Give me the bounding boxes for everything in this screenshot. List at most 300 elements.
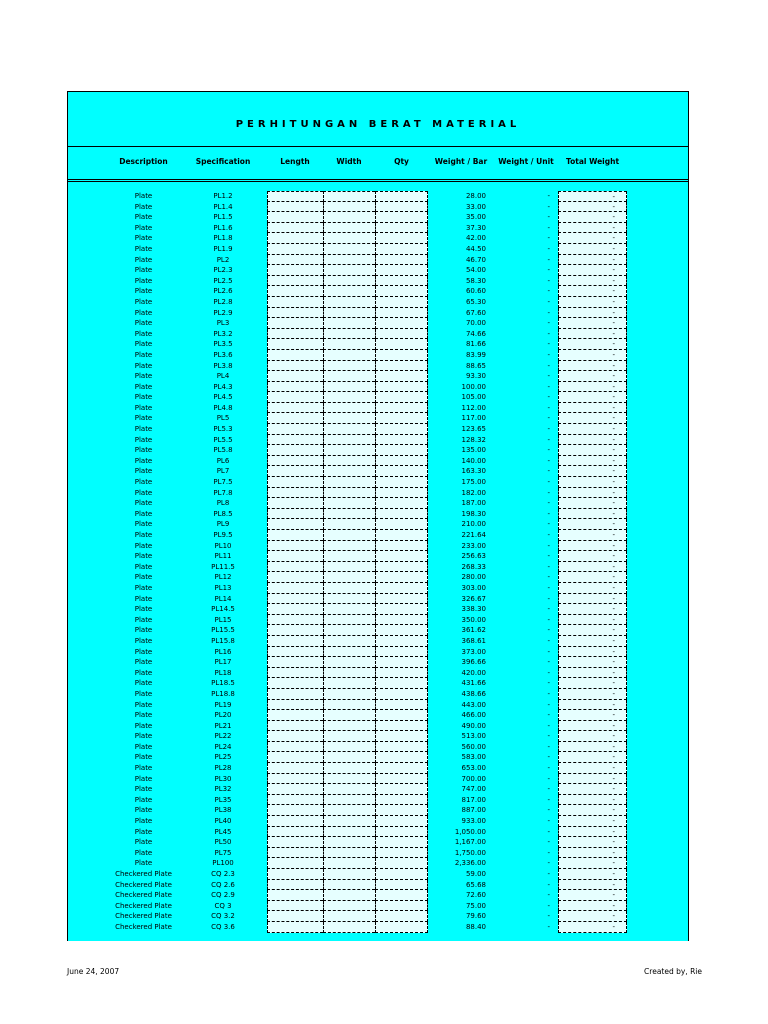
weight-unit-cell: -: [547, 764, 550, 773]
specification-cell: PL15.5: [211, 626, 235, 635]
weight-unit-cell: -: [547, 753, 550, 762]
qty-input[interactable]: [375, 530, 428, 541]
qty-input[interactable]: [375, 615, 428, 626]
qty-input[interactable]: [375, 731, 428, 742]
width-input[interactable]: [323, 562, 375, 573]
total-weight-cell: -: [558, 869, 627, 880]
length-input[interactable]: [267, 297, 323, 308]
description-cell: Plate: [134, 234, 153, 243]
total-weight-cell: -: [558, 763, 627, 774]
table-row: [68, 731, 688, 742]
table-row: [68, 816, 688, 827]
width-input[interactable]: [323, 594, 375, 605]
length-input[interactable]: [267, 869, 323, 880]
qty-input[interactable]: [375, 668, 428, 679]
footer-created-by: Created by, Rie: [644, 967, 702, 976]
qty-input[interactable]: [375, 594, 428, 605]
table-body: [68, 191, 688, 933]
width-input[interactable]: [323, 541, 375, 552]
specification-cell: PL4.3: [213, 382, 233, 391]
width-input[interactable]: [323, 869, 375, 880]
width-input[interactable]: [323, 700, 375, 711]
length-input[interactable]: [267, 551, 323, 562]
length-input[interactable]: [267, 858, 323, 869]
qty-input[interactable]: [375, 424, 428, 435]
specification-cell: PL18.5: [211, 679, 235, 688]
length-input[interactable]: [267, 721, 323, 732]
width-input[interactable]: [323, 922, 375, 933]
qty-input[interactable]: [375, 361, 428, 372]
description-cell: Plate: [134, 425, 153, 434]
length-input[interactable]: [267, 233, 323, 244]
qty-input[interactable]: [375, 202, 428, 213]
total-weight-cell: -: [558, 403, 627, 414]
length-input[interactable]: [267, 308, 323, 319]
total-weight-cell: -: [558, 191, 627, 202]
length-input[interactable]: [267, 541, 323, 552]
width-input[interactable]: [323, 858, 375, 869]
qty-input[interactable]: [375, 700, 428, 711]
length-input[interactable]: [267, 731, 323, 742]
length-input[interactable]: [267, 795, 323, 806]
qty-input[interactable]: [375, 572, 428, 583]
width-input[interactable]: [323, 519, 375, 530]
description-cell: Plate: [134, 838, 153, 847]
qty-input[interactable]: [375, 308, 428, 319]
length-input[interactable]: [267, 911, 323, 922]
width-input[interactable]: [323, 784, 375, 795]
width-input[interactable]: [323, 403, 375, 414]
width-input[interactable]: [323, 509, 375, 520]
qty-input[interactable]: [375, 678, 428, 689]
width-input[interactable]: [323, 816, 375, 827]
width-input[interactable]: [323, 202, 375, 213]
qty-input[interactable]: [375, 848, 428, 859]
length-input[interactable]: [267, 689, 323, 700]
weight-unit-cell: -: [547, 308, 550, 317]
length-input[interactable]: [267, 361, 323, 372]
width-input[interactable]: [323, 731, 375, 742]
description-cell: Plate: [134, 859, 153, 868]
length-input[interactable]: [267, 636, 323, 647]
width-input[interactable]: [323, 763, 375, 774]
specification-cell: PL2.6: [213, 287, 233, 296]
length-input[interactable]: [267, 752, 323, 763]
width-input[interactable]: [323, 350, 375, 361]
qty-input[interactable]: [375, 647, 428, 658]
qty-input[interactable]: [375, 890, 428, 901]
description-cell: Plate: [134, 255, 153, 264]
width-input[interactable]: [323, 413, 375, 424]
weight-bar-cell: 105.00: [461, 393, 486, 402]
qty-input[interactable]: [375, 286, 428, 297]
width-input[interactable]: [323, 488, 375, 499]
width-input[interactable]: [323, 636, 375, 647]
weight-bar-cell: 513.00: [461, 732, 486, 741]
width-input[interactable]: [323, 583, 375, 594]
qty-input[interactable]: [375, 488, 428, 499]
table-row: [68, 890, 688, 901]
weight-unit-cell: -: [547, 266, 550, 275]
total-weight-cell: -: [558, 689, 627, 700]
qty-input[interactable]: [375, 403, 428, 414]
length-input[interactable]: [267, 255, 323, 266]
length-input[interactable]: [267, 265, 323, 276]
table-row: [68, 382, 688, 393]
weight-bar-cell: 70.00: [465, 319, 486, 328]
weight-bar-cell: 438.66: [461, 689, 486, 698]
width-input[interactable]: [323, 212, 375, 223]
qty-input[interactable]: [375, 329, 428, 340]
qty-input[interactable]: [375, 562, 428, 573]
width-input[interactable]: [323, 901, 375, 912]
specification-cell: CQ 2.9: [211, 891, 235, 900]
qty-input[interactable]: [375, 752, 428, 763]
weight-unit-cell: -: [547, 478, 550, 487]
length-input[interactable]: [267, 594, 323, 605]
length-input[interactable]: [267, 880, 323, 891]
specification-cell: PL100: [212, 859, 234, 868]
width-input[interactable]: [323, 191, 375, 202]
qty-input[interactable]: [375, 636, 428, 647]
width-input[interactable]: [323, 837, 375, 848]
width-input[interactable]: [323, 466, 375, 477]
description-cell: Plate: [134, 573, 153, 582]
qty-input[interactable]: [375, 625, 428, 636]
length-input[interactable]: [267, 445, 323, 456]
width-input[interactable]: [323, 435, 375, 446]
width-input[interactable]: [323, 477, 375, 488]
weight-unit-cell: -: [547, 276, 550, 285]
table-row: [68, 488, 688, 499]
width-input[interactable]: [323, 668, 375, 679]
qty-input[interactable]: [375, 456, 428, 467]
weight-unit-cell: -: [547, 806, 550, 815]
length-input[interactable]: [267, 413, 323, 424]
width-input[interactable]: [323, 361, 375, 372]
length-input[interactable]: [267, 509, 323, 520]
weight-bar-cell: 112.00: [461, 403, 486, 412]
qty-input[interactable]: [375, 827, 428, 838]
weight-bar-cell: 28.00: [465, 192, 486, 200]
qty-input[interactable]: [375, 583, 428, 594]
table-row: [68, 848, 688, 859]
width-input[interactable]: [323, 329, 375, 340]
qty-input[interactable]: [375, 392, 428, 403]
weight-unit-cell: -: [547, 689, 550, 698]
qty-input[interactable]: [375, 244, 428, 255]
qty-input[interactable]: [375, 795, 428, 806]
length-input[interactable]: [267, 530, 323, 541]
length-input[interactable]: [267, 763, 323, 774]
length-input[interactable]: [267, 901, 323, 912]
length-input[interactable]: [267, 498, 323, 509]
length-input[interactable]: [267, 668, 323, 679]
length-input[interactable]: [267, 562, 323, 573]
qty-input[interactable]: [375, 710, 428, 721]
length-input[interactable]: [267, 827, 323, 838]
weight-unit-cell: -: [547, 446, 550, 455]
table-row: [68, 530, 688, 541]
length-input[interactable]: [267, 329, 323, 340]
length-input[interactable]: [267, 424, 323, 435]
weight-unit-cell: -: [547, 509, 550, 518]
length-input[interactable]: [267, 615, 323, 626]
length-input[interactable]: [267, 519, 323, 530]
width-input[interactable]: [323, 276, 375, 287]
qty-input[interactable]: [375, 541, 428, 552]
length-input[interactable]: [267, 742, 323, 753]
table-row: [68, 403, 688, 414]
description-cell: Plate: [134, 456, 153, 465]
width-input[interactable]: [323, 223, 375, 234]
length-input[interactable]: [267, 922, 323, 933]
qty-input[interactable]: [375, 509, 428, 520]
qty-input[interactable]: [375, 466, 428, 477]
qty-input[interactable]: [375, 191, 428, 202]
weight-bar-cell: 256.63: [461, 552, 486, 561]
page-title: PERHITUNGAN BERAT MATERIAL: [235, 119, 521, 130]
qty-input[interactable]: [375, 551, 428, 562]
width-input[interactable]: [323, 689, 375, 700]
table-row: [68, 244, 688, 255]
width-input[interactable]: [323, 710, 375, 721]
length-input[interactable]: [267, 625, 323, 636]
width-input[interactable]: [323, 265, 375, 276]
length-input[interactable]: [267, 286, 323, 297]
length-input[interactable]: [267, 647, 323, 658]
qty-input[interactable]: [375, 657, 428, 668]
weight-unit-cell: -: [547, 414, 550, 423]
qty-input[interactable]: [375, 763, 428, 774]
length-input[interactable]: [267, 805, 323, 816]
qty-input[interactable]: [375, 805, 428, 816]
weight-bar-cell: 2,336.00: [454, 859, 486, 868]
qty-input[interactable]: [375, 519, 428, 530]
length-input[interactable]: [267, 583, 323, 594]
total-weight-cell: -: [558, 202, 627, 213]
length-input[interactable]: [267, 276, 323, 287]
weight-unit-cell: -: [547, 583, 550, 592]
length-input[interactable]: [267, 403, 323, 414]
length-input[interactable]: [267, 890, 323, 901]
qty-input[interactable]: [375, 255, 428, 266]
qty-input[interactable]: [375, 233, 428, 244]
qty-input[interactable]: [375, 922, 428, 933]
length-input[interactable]: [267, 202, 323, 213]
total-weight-cell: -: [558, 233, 627, 244]
width-input[interactable]: [323, 805, 375, 816]
qty-input[interactable]: [375, 869, 428, 880]
weight-unit-cell: -: [547, 774, 550, 783]
width-input[interactable]: [323, 572, 375, 583]
description-cell: Plate: [134, 817, 153, 826]
length-input[interactable]: [267, 435, 323, 446]
qty-input[interactable]: [375, 498, 428, 509]
length-input[interactable]: [267, 456, 323, 467]
width-input[interactable]: [323, 233, 375, 244]
width-input[interactable]: [323, 286, 375, 297]
width-input[interactable]: [323, 678, 375, 689]
length-input[interactable]: [267, 678, 323, 689]
table-row: [68, 880, 688, 891]
width-input[interactable]: [323, 382, 375, 393]
length-input[interactable]: [267, 710, 323, 721]
header-length: Length: [280, 157, 310, 166]
specification-cell: PL25: [214, 753, 232, 762]
table-row: [68, 572, 688, 583]
length-input[interactable]: [267, 477, 323, 488]
width-input[interactable]: [323, 774, 375, 785]
width-input[interactable]: [323, 795, 375, 806]
length-input[interactable]: [267, 191, 323, 202]
qty-input[interactable]: [375, 382, 428, 393]
width-input[interactable]: [323, 456, 375, 467]
qty-input[interactable]: [375, 435, 428, 446]
width-input[interactable]: [323, 721, 375, 732]
length-input[interactable]: [267, 318, 323, 329]
qty-input[interactable]: [375, 477, 428, 488]
width-input[interactable]: [323, 890, 375, 901]
description-cell: Plate: [134, 541, 153, 550]
length-input[interactable]: [267, 816, 323, 827]
length-input[interactable]: [267, 223, 323, 234]
qty-input[interactable]: [375, 276, 428, 287]
qty-input[interactable]: [375, 689, 428, 700]
qty-input[interactable]: [375, 880, 428, 891]
width-input[interactable]: [323, 647, 375, 658]
specification-cell: PL3.2: [213, 329, 233, 338]
qty-input[interactable]: [375, 265, 428, 276]
length-input[interactable]: [267, 382, 323, 393]
qty-input[interactable]: [375, 339, 428, 350]
qty-input[interactable]: [375, 445, 428, 456]
width-input[interactable]: [323, 424, 375, 435]
total-weight-cell: -: [558, 339, 627, 350]
description-cell: Checkered Plate: [115, 880, 172, 889]
length-input[interactable]: [267, 466, 323, 477]
weight-unit-cell: -: [547, 435, 550, 444]
length-input[interactable]: [267, 572, 323, 583]
specification-cell: PL18.8: [211, 689, 235, 698]
specification-cell: PL17: [214, 658, 232, 667]
qty-input[interactable]: [375, 350, 428, 361]
specification-cell: PL4: [216, 372, 230, 381]
length-input[interactable]: [267, 604, 323, 615]
width-input[interactable]: [323, 498, 375, 509]
width-input[interactable]: [323, 255, 375, 266]
width-input[interactable]: [323, 880, 375, 891]
description-cell: Plate: [134, 711, 153, 720]
weight-bar-cell: 210.00: [461, 520, 486, 529]
qty-input[interactable]: [375, 837, 428, 848]
qty-input[interactable]: [375, 901, 428, 912]
width-input[interactable]: [323, 297, 375, 308]
length-input[interactable]: [267, 212, 323, 223]
width-input[interactable]: [323, 657, 375, 668]
total-weight-cell: -: [558, 286, 627, 297]
width-input[interactable]: [323, 371, 375, 382]
total-weight-cell: -: [558, 752, 627, 763]
length-input[interactable]: [267, 244, 323, 255]
qty-input[interactable]: [375, 774, 428, 785]
qty-input[interactable]: [375, 604, 428, 615]
weight-bar-cell: 65.30: [465, 297, 486, 306]
specification-cell: PL13: [214, 583, 232, 592]
length-input[interactable]: [267, 700, 323, 711]
qty-input[interactable]: [375, 212, 428, 223]
length-input[interactable]: [267, 657, 323, 668]
qty-input[interactable]: [375, 816, 428, 827]
qty-input[interactable]: [375, 784, 428, 795]
weight-bar-cell: 128.32: [461, 435, 486, 444]
specification-cell: PL2.9: [213, 308, 233, 317]
weight-bar-cell: 700.00: [461, 774, 486, 783]
width-input[interactable]: [323, 625, 375, 636]
description-cell: Plate: [134, 319, 153, 328]
length-input[interactable]: [267, 350, 323, 361]
table-row: [68, 371, 688, 382]
length-input[interactable]: [267, 488, 323, 499]
table-row: [68, 466, 688, 477]
width-input[interactable]: [323, 339, 375, 350]
qty-input[interactable]: [375, 223, 428, 234]
description-cell: Plate: [134, 700, 153, 709]
specification-cell: PL12: [214, 573, 232, 582]
total-weight-cell: -: [558, 350, 627, 361]
width-input[interactable]: [323, 827, 375, 838]
total-weight-cell: -: [558, 880, 627, 891]
width-input[interactable]: [323, 308, 375, 319]
width-input[interactable]: [323, 604, 375, 615]
length-input[interactable]: [267, 784, 323, 795]
width-input[interactable]: [323, 530, 375, 541]
qty-input[interactable]: [375, 742, 428, 753]
width-input[interactable]: [323, 848, 375, 859]
weight-unit-cell: -: [547, 382, 550, 391]
qty-input[interactable]: [375, 721, 428, 732]
width-input[interactable]: [323, 911, 375, 922]
weight-unit-cell: -: [547, 350, 550, 359]
description-cell: Plate: [134, 446, 153, 455]
length-input[interactable]: [267, 339, 323, 350]
weight-unit-cell: -: [547, 679, 550, 688]
qty-input[interactable]: [375, 413, 428, 424]
width-input[interactable]: [323, 615, 375, 626]
width-input[interactable]: [323, 742, 375, 753]
length-input[interactable]: [267, 848, 323, 859]
length-input[interactable]: [267, 837, 323, 848]
length-input[interactable]: [267, 774, 323, 785]
qty-input[interactable]: [375, 318, 428, 329]
width-input[interactable]: [323, 551, 375, 562]
weight-bar-cell: 117.00: [461, 414, 486, 423]
width-input[interactable]: [323, 244, 375, 255]
qty-input[interactable]: [375, 297, 428, 308]
qty-input[interactable]: [375, 858, 428, 869]
length-input[interactable]: [267, 371, 323, 382]
table-row: [68, 827, 688, 838]
length-input[interactable]: [267, 392, 323, 403]
width-input[interactable]: [323, 392, 375, 403]
width-input[interactable]: [323, 752, 375, 763]
width-input[interactable]: [323, 318, 375, 329]
width-input[interactable]: [323, 445, 375, 456]
weight-bar-cell: 135.00: [461, 446, 486, 455]
qty-input[interactable]: [375, 371, 428, 382]
weight-bar-cell: 88.40: [465, 922, 486, 931]
qty-input[interactable]: [375, 911, 428, 922]
